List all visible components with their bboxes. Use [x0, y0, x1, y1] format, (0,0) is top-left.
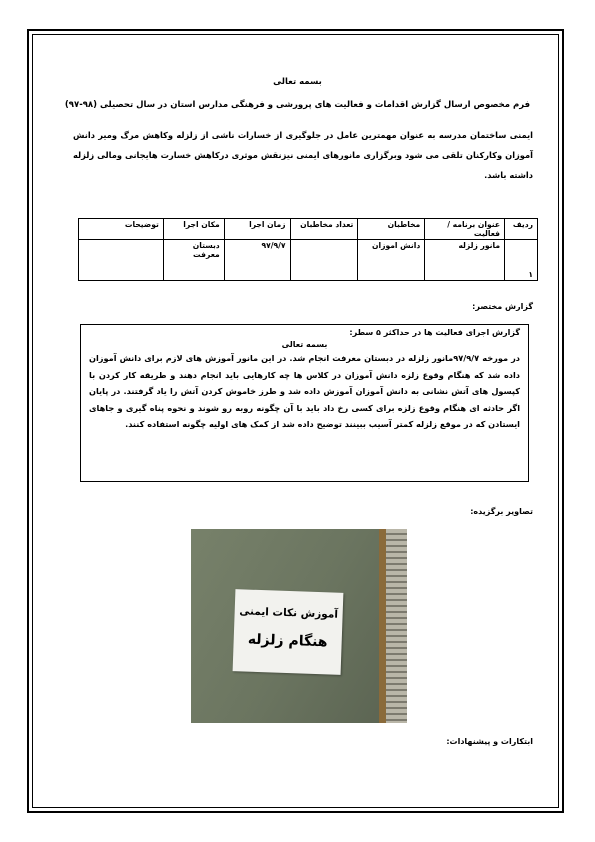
sign-line-1: آموزش نکات ایمنی — [239, 605, 339, 621]
form-title: فرم مخصوص ارسال گزارش اقدامات و فعالیت های پرورشی و فرهنگی مدارس استان در سال تحصیلی (۹۸-۹۷) — [64, 100, 531, 110]
table-cell: ۱ — [505, 240, 538, 281]
bismillah-heading: بسمه تعالی — [273, 77, 322, 87]
column-header: مخاطبان — [358, 219, 425, 240]
column-header: ردیف — [505, 219, 538, 240]
sign-line-2: هنگام زلزله — [247, 631, 328, 651]
table-cell: مانور زلزله — [425, 240, 505, 281]
column-header: زمان اجرا — [224, 219, 290, 240]
table-cell: دانش اموزان — [358, 240, 425, 281]
safety-sign — [233, 589, 344, 675]
report-box-bismillah: بسمه تعالی — [281, 340, 328, 349]
table-cell — [79, 240, 164, 281]
photos-label: تصاویر برگزیده: — [470, 507, 533, 516]
program-table — [78, 218, 538, 281]
table-cell: دبستان معرفت — [163, 240, 224, 281]
suggestions-label: ابتکارات و پیشنهادات: — [446, 737, 533, 746]
column-header: مکان اجرا — [163, 219, 224, 240]
column-header: عنوان برنامه / فعالیت — [425, 219, 505, 240]
table-cell: ۹۷/۹/۷ — [224, 240, 290, 281]
report-box-heading: گزارش اجرای فعالیت ها در حداکثر ۵ سطر: — [349, 328, 520, 337]
table-cell — [290, 240, 358, 281]
selected-photo — [191, 529, 407, 723]
table-row — [79, 240, 538, 281]
report-label: گزارش مختصر: — [472, 302, 533, 311]
report-text: در مورخه ۹۷/۹/۷مانور زلزله در دبستان معرفت انجام شد. در این مانور آموزش های لازم برای دانش آموزان داده شد که هنگام وقوع زلزه دانش آموزان در کلاس ها چه کارهایی باید انجام دهند و طریقه کار کردن با کپسول های آتش نشانی به دانش آموزان آموزش داده شد و طرز خاموش کردن آتش را یاد گرفتند. در پایان اگر حادثه ای هنگام وقوع زلزه برای کسی رخ داد باید با آن چگونه روبه رو شوند و نحوه پناه گیری و جاهای ایستادن که در موقع زلزله کمتر آسیب ببینند توضیح داده شد از کمک های اولیه چگونه استفاده کنند. — [89, 353, 520, 429]
table-header-row — [79, 219, 538, 240]
column-header: تعداد مخاطبان — [290, 219, 358, 240]
report-box — [80, 324, 529, 482]
column-header: توضیحات — [79, 219, 164, 240]
intro-paragraph: ایمنی ساختمان مدرسه به عنوان مهمترین عامل در جلوگیری از خسارات ناشی از زلزله وکاهش مرگ ومیر دانش آموزان وکارکنان تلقی می شود وبرگزاری مانورهای ایمنی نیزنقش موثری درکاهش خسارت هایجانی ومالی زلزله داشته باشد. — [73, 130, 533, 180]
